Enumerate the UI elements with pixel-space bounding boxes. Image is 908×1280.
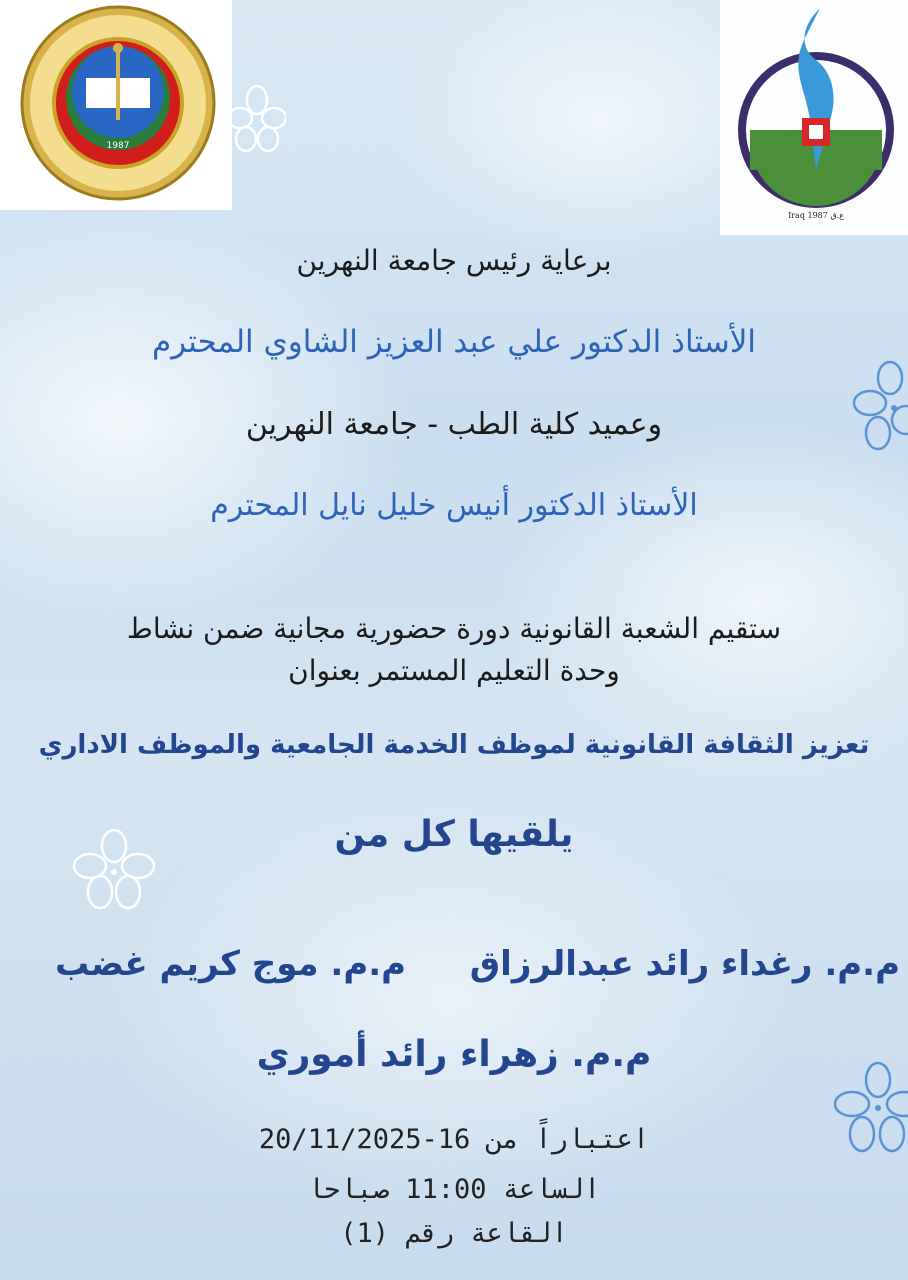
alnahrain-university-logo	[720, 0, 908, 235]
course-title: تعزيز الثقافة القانونية لموظف الخدمة الجامعية والموظف الاداري	[38, 730, 870, 760]
dean-title: وعميد كلية الطب - جامعة النهرين	[245, 407, 663, 442]
presenter-1: م.م. رغداء رائد عبدالرزاق	[469, 944, 900, 984]
course-hall: القاعة رقم (1)	[340, 1218, 568, 1249]
college-of-medicine-logo	[0, 0, 232, 210]
dean-name: الأستاذ الدكتور أنيس خليل نايل المحترم	[210, 488, 698, 523]
president-name: الأستاذ الدكتور علي عبد العزيز الشاوي المحترم	[151, 324, 757, 360]
presenter-2: م.م. موج كريم غضب	[54, 944, 407, 984]
announcement-line-2: وحدة التعليم المستمر بعنوان	[288, 654, 620, 687]
patronage-line: برعاية رئيس جامعة النهرين	[296, 244, 612, 277]
flower-icon	[228, 84, 286, 154]
presenters-row	[20, 944, 900, 984]
logo-year: 1987	[106, 141, 130, 151]
course-date: اعتباراً من 16-20/11/2025	[258, 1124, 650, 1155]
course-time: الساعة 11:00 صباحا	[307, 1174, 601, 1205]
presenter-3: م.م. زهراء رائد أموري	[256, 1034, 652, 1075]
logo-footer-text: Iraq 1987 ع.ق	[788, 211, 844, 220]
presenters-heading: يلقيها كل من	[334, 814, 574, 855]
announcement-line-1: ستقيم الشعبة القانونية دورة حضورية مجانية ضمن نشاط	[126, 612, 782, 645]
